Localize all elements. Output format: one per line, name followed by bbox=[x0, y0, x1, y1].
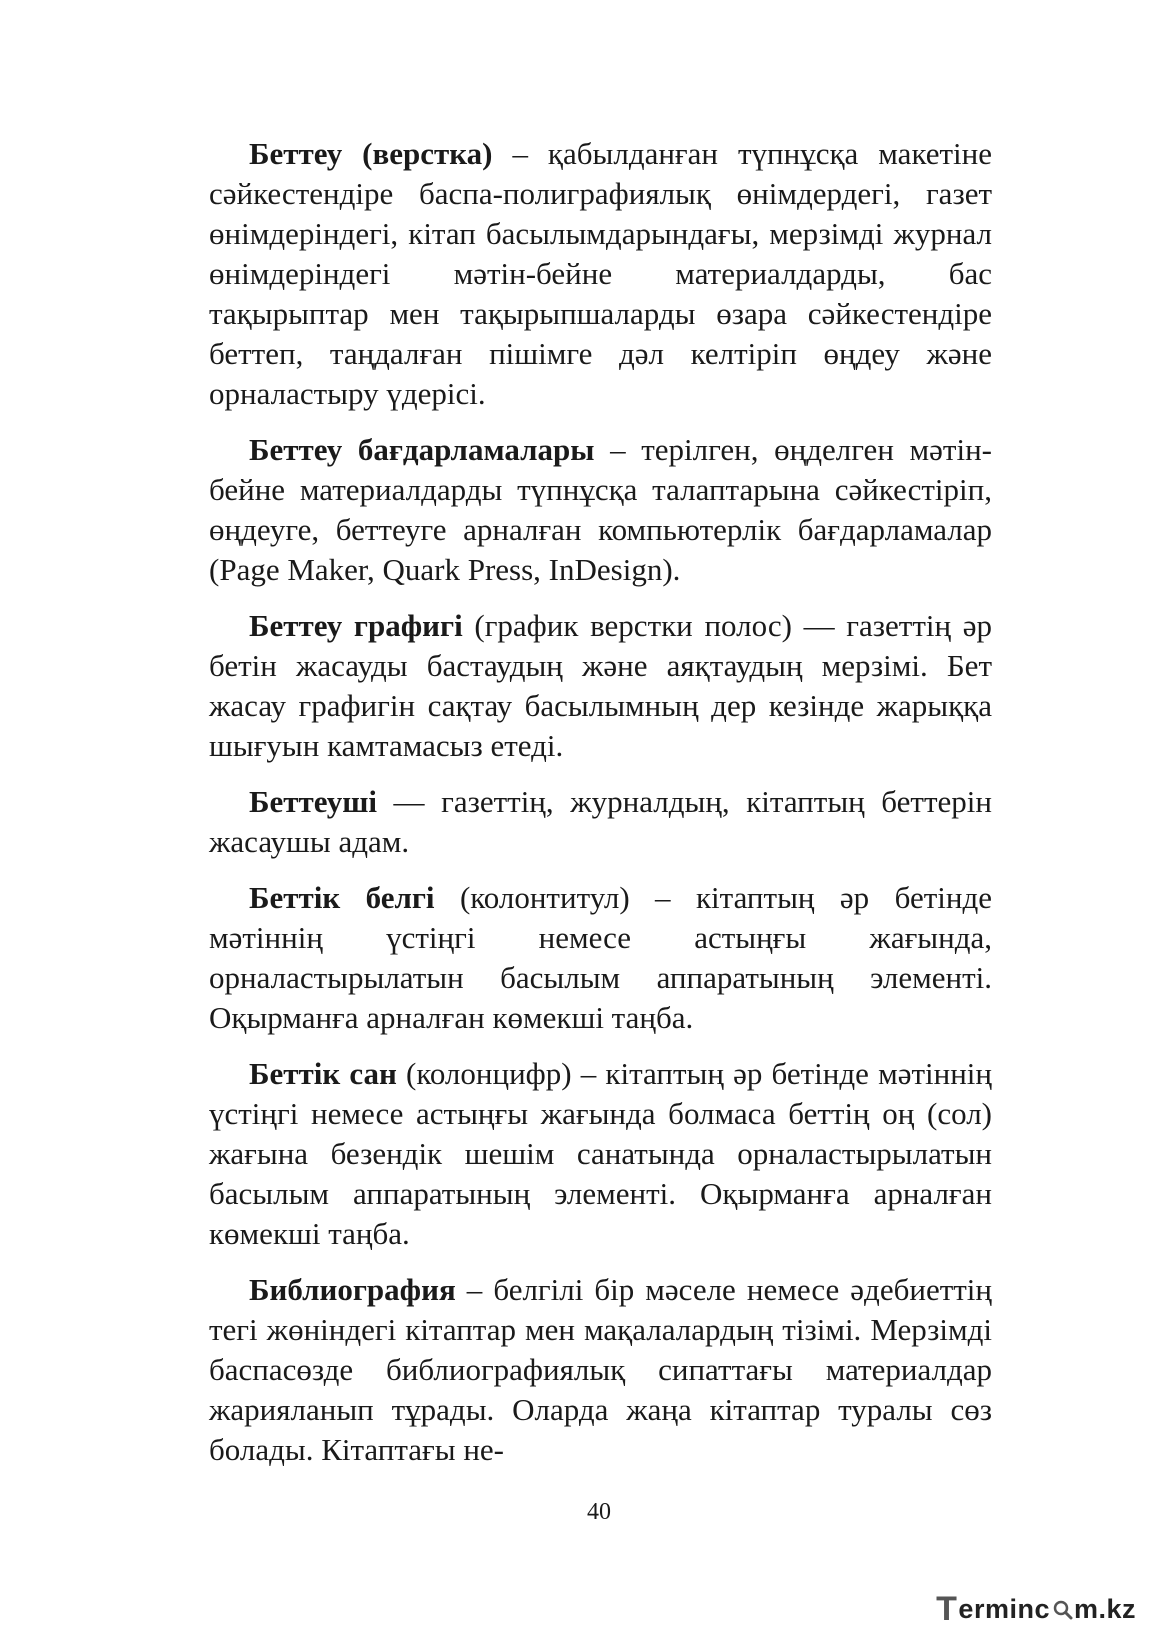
entry-term: Беттеу (верстка) bbox=[249, 136, 493, 171]
glossary-entry bbox=[209, 134, 992, 414]
watermark-text-middle: erminc bbox=[958, 1593, 1050, 1624]
entry-definition: – қабылданған түпнұсқа макетіне сәйкестендіре баспа-полиграфиялық өнімдердегі, газет өнімдеріндегі, кітап басылымдарындағы, мерзімді журнал өнімдеріндегі мәтін-бейне материалдарды, бас тақырыптар мен тақырыпшаларды өзара сәйкестендіре беттеп, таңдалған пішімге дәл келтіріп өңдеу және орналастыру үдерісі. bbox=[209, 136, 992, 411]
page-body bbox=[209, 134, 992, 1486]
glossary-entry bbox=[209, 782, 992, 862]
entry-definition: — газеттің, журналдың, кітаптың беттерін жасаушы адам. bbox=[209, 784, 992, 859]
watermark-logo bbox=[936, 1589, 1136, 1628]
glossary-entry bbox=[209, 430, 992, 590]
glossary-entry bbox=[209, 606, 992, 766]
entry-definition: (колонцифр) – кітаптың әр бетінде мәтіннің үстіңгі немесе астыңғы жағында болмаса беттің оң (сол) жағына безендік шешім санатында орналастырылатын басылым аппаратының элементі. Оқырманға арналған көмекші таңба. bbox=[209, 1056, 993, 1251]
entry-term: Беттеу графигі bbox=[249, 608, 463, 643]
magnifier-icon bbox=[1053, 1600, 1071, 1618]
entry-definition: (график верстки полос) — газеттің әр бетін жасауды бастаудың және аяқтаудың мерзімі. Бет жасау графигін сақтау басылымның дер кезінде жарыққа шығуын камтамасыз етеді. bbox=[209, 608, 993, 763]
entry-term: Беттеу бағдарламалары bbox=[249, 432, 595, 467]
entry-term: Беттеуші bbox=[249, 784, 377, 819]
entry-definition: (колонтитул) – кітаптың әр бетінде мәтіннің үстіңгі немесе астыңғы жағында, орналастырылатын басылым аппаратының элементі. Оқырманға арналған көмекші таңба. bbox=[209, 880, 992, 1035]
watermark-initial: T bbox=[936, 1589, 958, 1628]
entry-term: Беттік сан bbox=[249, 1056, 397, 1091]
glossary-entry bbox=[209, 1054, 992, 1254]
page-number: 40 bbox=[587, 1499, 611, 1525]
watermark-text-suffix: m.kz bbox=[1073, 1593, 1136, 1624]
entry-term: Библиография bbox=[249, 1272, 456, 1307]
entry-definition: – белгілі бір мәселе немесе әдебиеттің тегі жөніндегі кітаптар мен мақалалардың тізімі. Мерзімді баспасөзде библиографиялық сипаттағы материалдар жарияланып тұрады. Оларда жаңа кітаптар туралы сөз болады. Кітаптағы не- bbox=[209, 1272, 992, 1467]
glossary-entry bbox=[209, 878, 992, 1038]
glossary-entry bbox=[209, 1270, 992, 1470]
entry-definition: – терілген, өңделген мәтін-бейне материалдарды түпнұсқа талаптарына сәйкестіріп, өңдеуге, беттеуге арналған компьютерлік бағдарламалар (Page Maker, Quark Press, InDesign). bbox=[209, 432, 992, 587]
entry-term: Беттік белгі bbox=[249, 880, 435, 915]
